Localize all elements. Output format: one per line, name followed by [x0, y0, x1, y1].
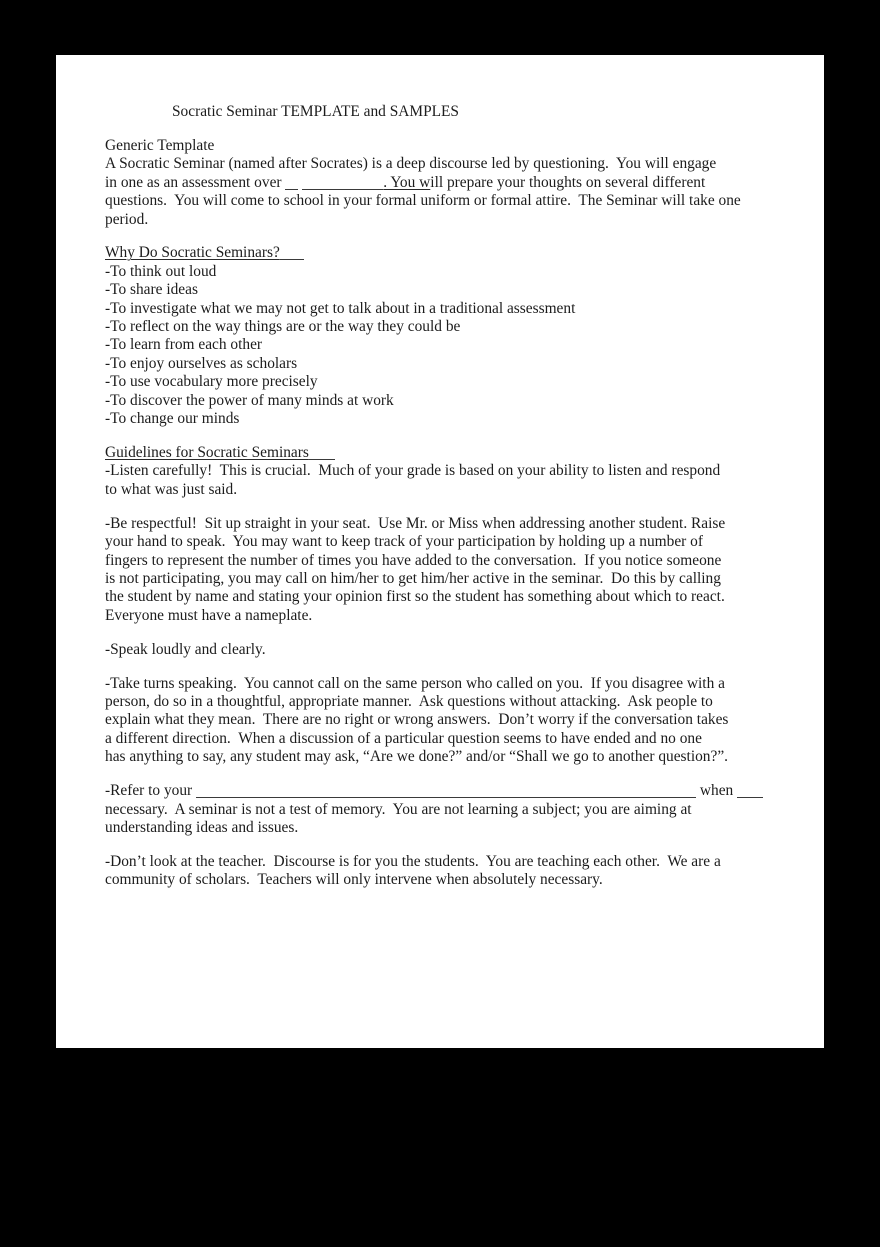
text-line: A Socratic Seminar (named after Socrates) is a deep discourse led by questioning. You will engage [105, 155, 717, 173]
text-line: period. [105, 210, 149, 228]
blank-underline [280, 258, 304, 260]
underlined-line [105, 444, 765, 462]
blank-underline [309, 458, 335, 460]
text-segment: ill prepare your thoughts on several different [430, 173, 706, 191]
paragraph-take-turns [105, 675, 765, 767]
text-line: -Don’t look at the teacher. Discourse is for you the students. You are teaching each other. We are a [105, 852, 721, 870]
text-line: to what was just said. [105, 480, 238, 498]
text-line: -To think out loud [105, 262, 217, 280]
text-line: necessary. A seminar is not a test of memory. You are not learning a subject; you are aiming at [105, 800, 692, 818]
text-line: a different direction. When a discussion of a particular question seems to have ended and no one [105, 729, 702, 747]
text-line: -To use vocabulary more precisely [105, 373, 318, 391]
text-line: the student by name and stating your opinion first so the student has something about which to react. [105, 588, 725, 606]
text-line: -Take turns speaking. You cannot call on the same person who called on you. If you disagree with a [105, 674, 725, 692]
paragraph-refer-to-your [105, 782, 765, 837]
blank-underline [285, 188, 298, 190]
paragraph-generic-template-intro [105, 137, 765, 229]
text-line: -Be respectful! Sit up straight in your seat. Use Mr. or Miss when addressing another student. Raise [105, 514, 726, 532]
text-segment: in one as an assessment over [105, 173, 286, 191]
paragraph-be-respectful [105, 515, 765, 625]
paragraph-speak-loudly [105, 641, 765, 659]
text-line: community of scholars. Teachers will only intervene when absolutely necessary. [105, 871, 603, 889]
document-title: Socratic Seminar TEMPLATE and SAMPLES [172, 103, 459, 120]
underlined-line [105, 244, 765, 262]
text-line: explain what they mean. There are no right or wrong answers. Don’t worry if the conversation takes [105, 711, 729, 729]
text-line: -To investigate what we may not get to talk about in a traditional assessment [105, 299, 576, 317]
paragraph-dont-look-at-teacher [105, 853, 765, 890]
blank-underline [737, 796, 763, 798]
text-line: -To discover the power of many minds at work [105, 391, 394, 409]
text-line [105, 782, 765, 800]
underlined-line [105, 174, 765, 192]
text-line: person, do so in a thoughtful, appropriate manner. Ask questions without attacking. Ask people to [105, 692, 713, 710]
paragraph-why-do-socratic-seminars [105, 244, 765, 428]
text-line: has anything to say, any student may ask, “Are we done?” and/or “Shall we go to another question?”. [105, 748, 728, 766]
text-segment: when [696, 782, 738, 800]
text-line: understanding ideas and issues. [105, 818, 299, 836]
text-line: Everyone must have a nameplate. [105, 606, 313, 624]
text-line: questions. You will come to school in your formal uniform or formal attire. The Seminar will take one [105, 192, 741, 210]
blank-underline [196, 796, 696, 798]
text-line: -Listen carefully! This is crucial. Much of your grade is based on your ability to listen and respond [105, 462, 721, 480]
text-line: -To share ideas [105, 281, 198, 299]
text-line: is not participating, you may call on him/her to get him/her active in the seminar. Do this by calling [105, 569, 721, 587]
paragraph-guidelines-listen [105, 444, 765, 499]
text-line: fingers to represent the number of times you have added to the conversation. If you notice someone [105, 551, 722, 569]
text-line: -Speak loudly and clearly. [105, 640, 266, 658]
text-line: -To reflect on the way things are or the way they could be [105, 318, 461, 336]
text-line: -To learn from each other [105, 336, 263, 354]
text-line: -To change our minds [105, 410, 240, 428]
document-content [105, 103, 765, 905]
blank-underline [302, 188, 383, 190]
document-page [56, 55, 824, 1048]
underlined-text: Guidelines for Socratic Seminars [105, 444, 309, 461]
underlined-text: . You w [383, 173, 431, 191]
text-line: Generic Template [105, 136, 215, 154]
text-line: your hand to speak. You may want to keep track of your participation by holding up a number of [105, 533, 703, 551]
text-line: -To enjoy ourselves as scholars [105, 354, 298, 372]
underlined-text: Why Do Socratic Seminars? [105, 244, 280, 262]
text-segment: -Refer to your [105, 782, 197, 800]
